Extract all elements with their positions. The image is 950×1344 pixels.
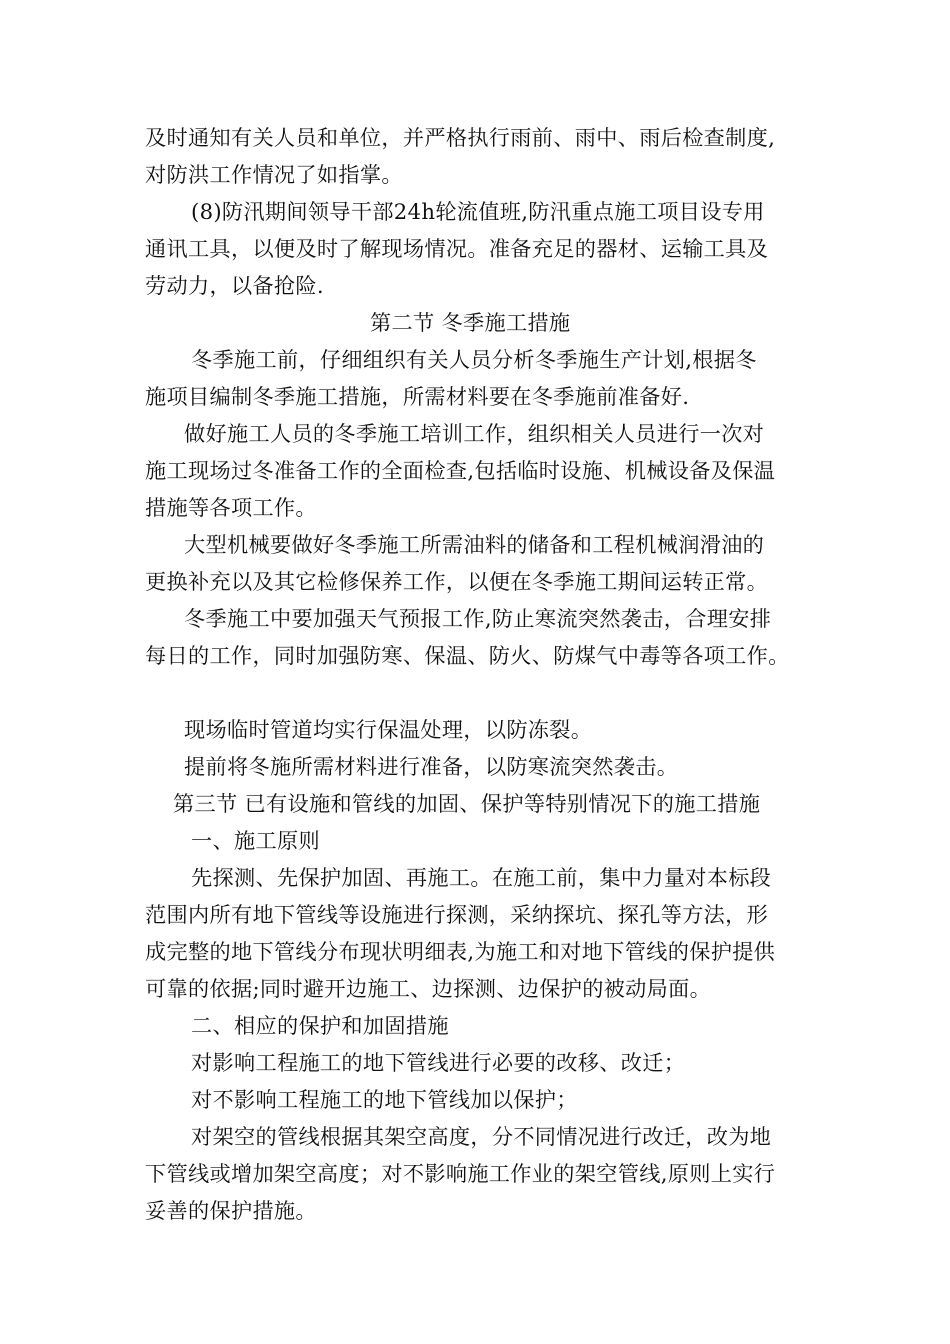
text-line: 及时通知有关人员和单位，并严格执行雨前、雨中、雨后检查制度, <box>145 125 776 150</box>
text-line: 更换补充以及其它检修保养工作，以便在冬季施工期间运转正常。 <box>145 569 769 594</box>
section-heading: 第二节 冬季施工措施 <box>370 310 571 335</box>
text-line: 现场临时管道均实行保温处理，以防冻裂。 <box>184 717 593 742</box>
text-line: 对架空的管线根据其架空高度，分不同情况进行改迁，改为地 <box>191 1124 772 1149</box>
subsection-heading: 二、相应的保护和加固措施 <box>191 1013 449 1038</box>
text-line: 通讯工具，以便及时了解现场情况。准备充足的器材、运输工具及 <box>145 236 769 261</box>
text-line: 对影响工程施工的地下管线进行必要的改移、改迁； <box>191 1050 686 1075</box>
subsection-heading: 一、施工原则 <box>191 828 320 853</box>
text-line: 成完整的地下管线分布现状明细表,为施工和对地下管线的保护提供 <box>145 939 776 964</box>
text-line: (8)防汛期间领导干部24h轮流值班,防汛重点施工项目设专用 <box>191 199 765 224</box>
text-line: 每日的工作，同时加强防寒、保温、防火、防煤气中毒等各项工作。 <box>145 643 790 668</box>
text-line: 对防洪工作情况了如指掌。 <box>145 162 403 187</box>
text-line: 大型机械要做好冬季施工所需油料的储备和工程机械润滑油的 <box>184 532 765 557</box>
text-line: 范围内所有地下管线等设施进行探测，采纳探坑、探孔等方法，形 <box>145 902 769 927</box>
text-line: 可靠的依据;同时避开边施工、边探测、边保护的被动局面。 <box>145 976 712 1001</box>
text-line: 措施等各项工作。 <box>145 495 317 520</box>
section-heading: 第三节 已有设施和管线的加固、保护等特别情况下的施工措施 <box>173 791 761 816</box>
text-line: 冬季施工前，仔细组织有关人员分析冬季施生产计划,根据冬 <box>191 347 757 372</box>
text-line: 劳动力，以备抢险. <box>145 273 324 298</box>
text-line: 对不影响工程施工的地下管线加以保护； <box>191 1087 578 1112</box>
text-line: 做好施工人员的冬季施工培训工作，组织相关人员进行一次对 <box>184 421 765 446</box>
text-line: 妥善的保护措施。 <box>145 1198 317 1223</box>
text-line: 提前将冬施所需材料进行准备，以防寒流突然袭击。 <box>184 754 679 779</box>
text-line: 施工现场过冬准备工作的全面检查,包括临时设施、机械设备及保温 <box>145 458 776 483</box>
text-line: 施项目编制冬季施工措施，所需材料要在冬季施前准备好. <box>145 384 690 409</box>
text-line: 冬季施工中要加强天气预报工作,防止寒流突然袭击，合理安排 <box>184 606 772 631</box>
text-line: 下管线或增加架空高度；对不影响施工作业的架空管线,原则上实行 <box>145 1161 776 1186</box>
text-line: 先探测、先保护加固、再施工。在施工前，集中力量对本标段 <box>191 865 772 890</box>
